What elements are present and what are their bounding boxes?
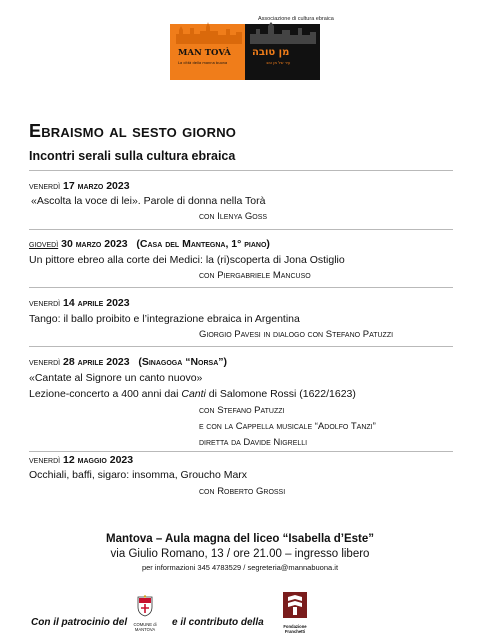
- divider: [29, 170, 453, 171]
- event-speaker: con Stefano Patuzzi: [199, 405, 285, 416]
- divider: [29, 229, 453, 230]
- comune-mantova-logo: [130, 595, 160, 632]
- event-date: venerdì 14 aprile 2023: [29, 297, 130, 309]
- event-date: venerdì 17 marzo 2023: [29, 180, 130, 192]
- comune-label: COMUNE di MANTOVA: [133, 622, 157, 632]
- page-subtitle: Incontri serali sulla cultura ebraica: [29, 149, 236, 163]
- divider: [29, 346, 453, 347]
- fondazione-franchetti-logo: [280, 591, 310, 634]
- event-speaker: Giorgio Pavesi in dialogo con Stefano Patuzzi: [199, 329, 394, 340]
- contact-info: per informazioni 345 4783529 / segreteria@mannabuona.it: [141, 563, 339, 572]
- event-date: giovedì 30 marzo 2023 (Casa del Mantegna, 1° piano): [29, 238, 270, 250]
- divider: [29, 287, 453, 288]
- association-label: Associazione di cultura ebraica: [258, 16, 334, 22]
- event-speaker: con Roberto Grossi: [199, 486, 286, 497]
- event-title: Occhiali, baffi, sigaro: insomma, Groucho Marx: [29, 469, 248, 481]
- fondazione-emblem-icon: [280, 591, 310, 619]
- event-speaker: con Ilenya Goss: [199, 211, 268, 222]
- event-date: venerdì 28 aprile 2023 (Sinagoga “Norsa”): [29, 356, 228, 368]
- manna-buona-logo: [170, 18, 320, 80]
- event-subtitle: Lezione-concerto a 400 anni dai Canti di Salomone Rossi (1622/1623): [29, 388, 356, 400]
- venue: Mantova – Aula magna del liceo “Isabella d’Este”: [106, 533, 374, 545]
- patronage-label: Con il patrocinio del: [31, 617, 128, 628]
- event-conductor: diretta da Davide Nigrelli: [199, 437, 308, 448]
- page-title: Ebraismo al sesto giorno: [29, 121, 237, 141]
- address: via Giulio Romano, 13 / ore 21.00 – ingresso libero: [110, 548, 370, 560]
- logo-right-sub: עיר של מן טוב: [266, 60, 291, 65]
- logo-left-sub: La città della manna buona: [178, 61, 228, 65]
- event-title: Tango: il ballo proibito e l’integrazione ebraica in Argentina: [29, 313, 300, 325]
- logo-left-text: MAN TOVÀ: [178, 48, 231, 58]
- contribution-label: e il contributo della: [172, 617, 264, 628]
- event-title: «Ascolta la voce di lei». Parole di donna nella Torà: [31, 195, 266, 207]
- event-speaker: con Piergabriele Mancuso: [199, 270, 311, 281]
- divider: [29, 451, 453, 452]
- event-ensemble: e con la Cappella musicale “Adolfo Tanzi”: [199, 421, 376, 432]
- logo-right-text: מן טובה: [252, 47, 290, 58]
- fondazione-label: Fondazione Franchetti: [283, 624, 307, 634]
- crest-icon: [130, 595, 160, 617]
- event-title: «Cantate al Signore un canto nuovo»: [29, 372, 203, 384]
- event-title: Un pittore ebreo alla corte dei Medici: la (ri)scoperta di Jona Ostiglio: [29, 254, 345, 266]
- event-date: venerdì 12 maggio 2023: [29, 454, 134, 466]
